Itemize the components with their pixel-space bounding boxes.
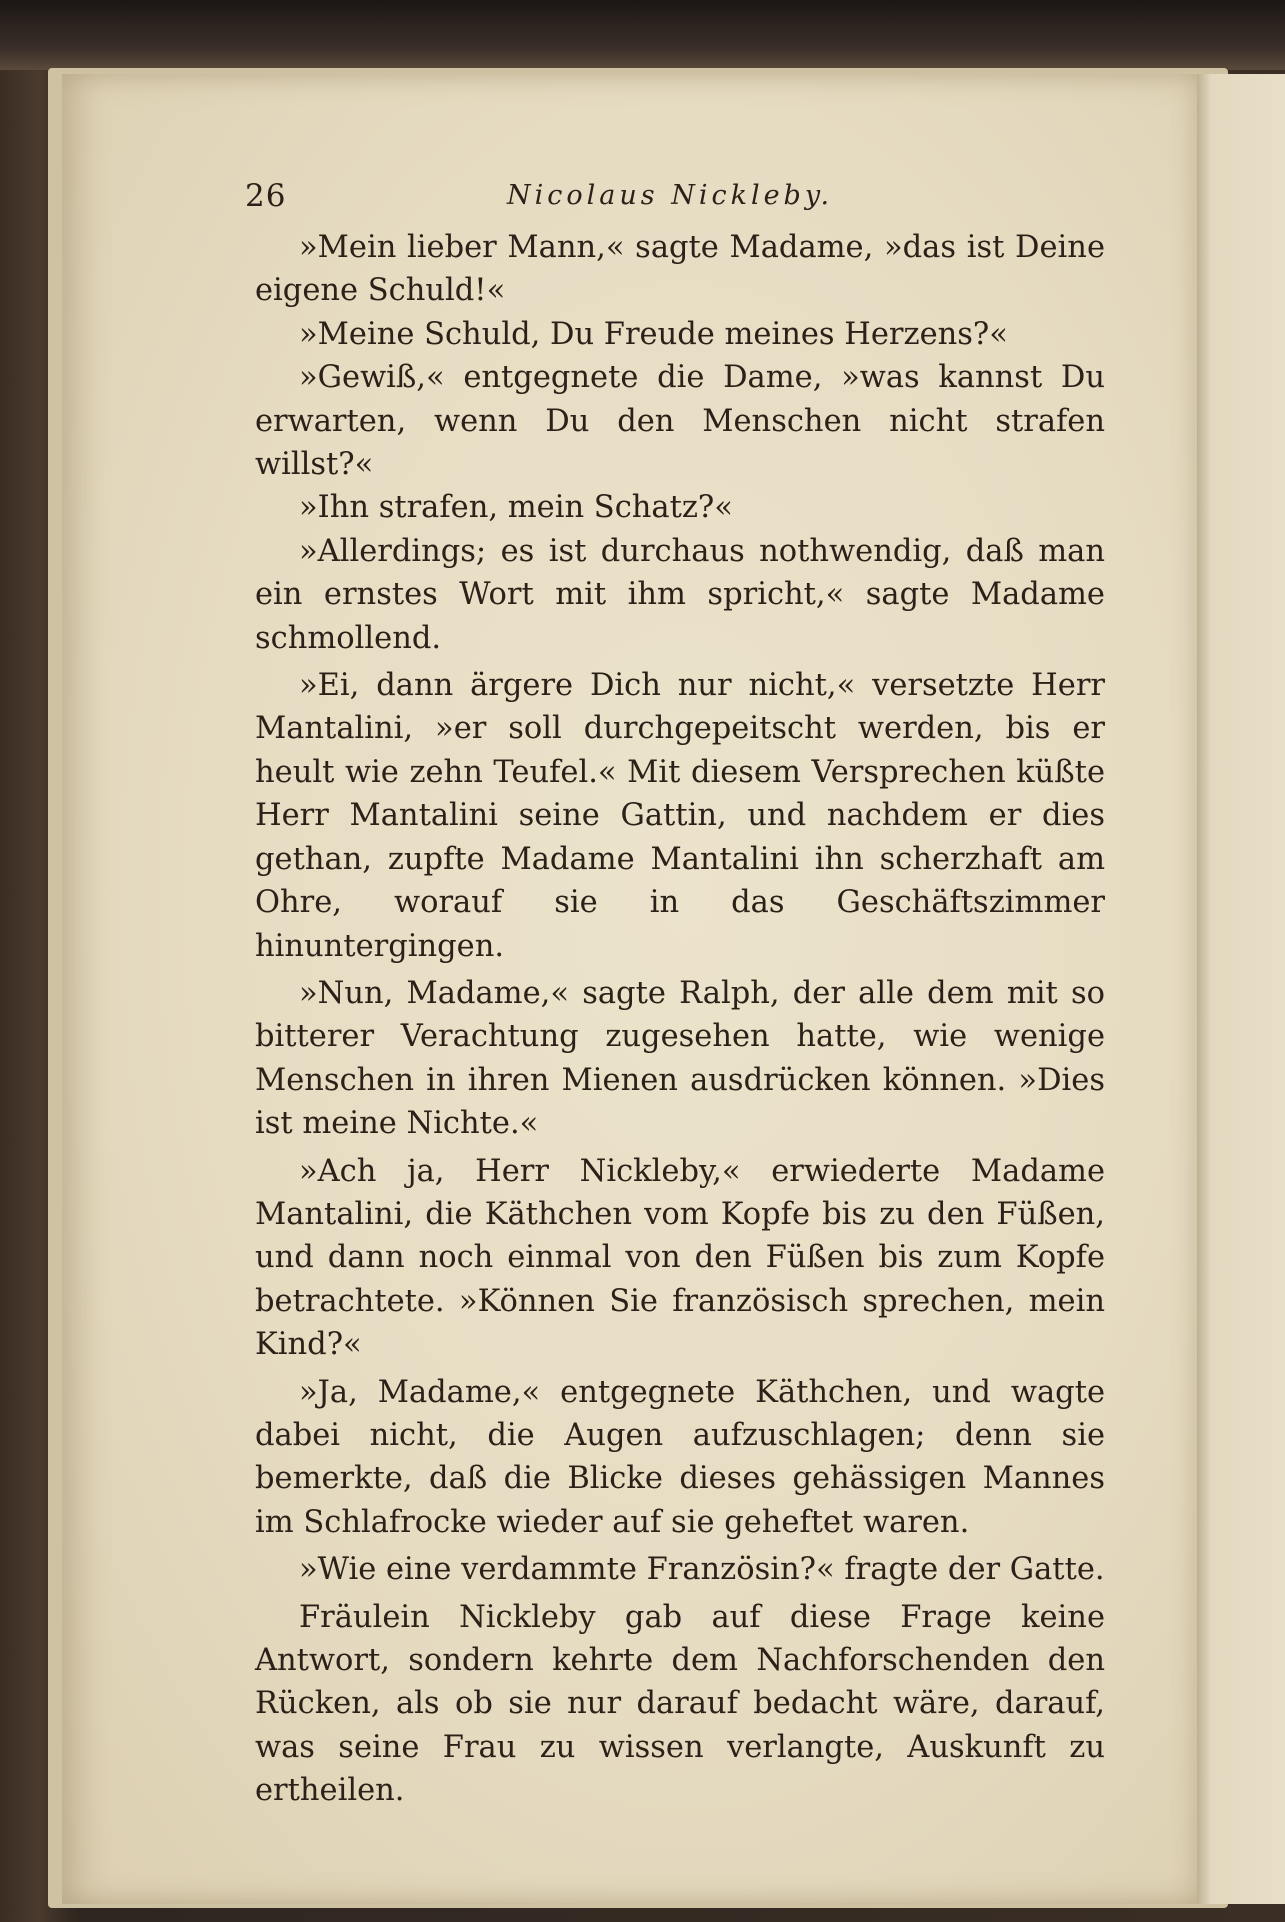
paragraph: »Ihn strafen, mein Schatz?« [299, 490, 733, 526]
paragraph: »Ach ja, Herr Nickleby,« erwiederte Madame Mantalini, die Käthchen vom Kopfe bis zu den Füßen, und dann noch einmal von den Füßen bis zum Kopfe betrachtete. »Können Sie französisch sprechen, mein Kind?« [255, 1153, 1105, 1363]
facing-page-edge [1195, 74, 1285, 1904]
page-number: 26 [245, 178, 287, 214]
paragraph: »Mein lieber Mann,« sagte Madame, »das ist Deine eigene Schuld!« [255, 230, 1105, 309]
paragraph: »Ja, Madame,« entgegnete Käthchen, und wagte dabei nicht, die Augen aufzuschlagen; denn sie bemerkte, daß die Blicke dieses gehässigen Mannes im Schlafrocke wieder auf sie geheftet waren. [255, 1374, 1105, 1540]
page-header [245, 178, 1105, 218]
running-title: Nicolaus Nickleby. [507, 180, 834, 211]
body-text [255, 226, 1105, 1813]
paragraph: Fräulein Nickleby gab auf diese Frage keine Antwort, sondern kehrte dem Nachforschenden den Rücken, als ob sie nur darauf bedacht wäre, darauf, was seine Frau zu wissen verlangte, Auskunft zu ertheilen. [255, 1599, 1105, 1809]
paragraph: »Allerdings; es ist durchaus nothwendig, daß man ein ernstes Wort mit ihm spricht,« sagte Madame schmollend. [255, 533, 1105, 656]
paragraph: »Ei, dann ärgere Dich nur nicht,« versetzte Herr Mantalini, »er soll durchgepeitscht werden, bis er heult wie zehn Teufel.« Mit diesem Versprechen küßte Herr Mantalini seine Gattin, und nachdem er dies gethan, zupfte Madame Mantalini ihn scherzhaft am Ohre, worauf sie in das Geschäftszimmer hinuntergingen. [255, 668, 1105, 964]
book-cover-top-edge [0, 0, 1285, 70]
paragraph: »Gewiß,« entgegnete die Dame, »was kannst Du erwarten, wenn Du den Menschen nicht strafen willst?« [255, 360, 1105, 483]
paragraph: »Nun, Madame,« sagte Ralph, der alle dem mit so bitterer Verachtung zugesehen hatte, wie wenige Menschen in ihren Mienen ausdrücken können. »Dies ist meine Nichte.« [255, 975, 1105, 1142]
paragraph: »Wie eine verdammte Französin?« fragte der Gatte. [299, 1552, 1105, 1588]
paragraph: »Meine Schuld, Du Freude meines Herzens?« [299, 316, 1008, 352]
